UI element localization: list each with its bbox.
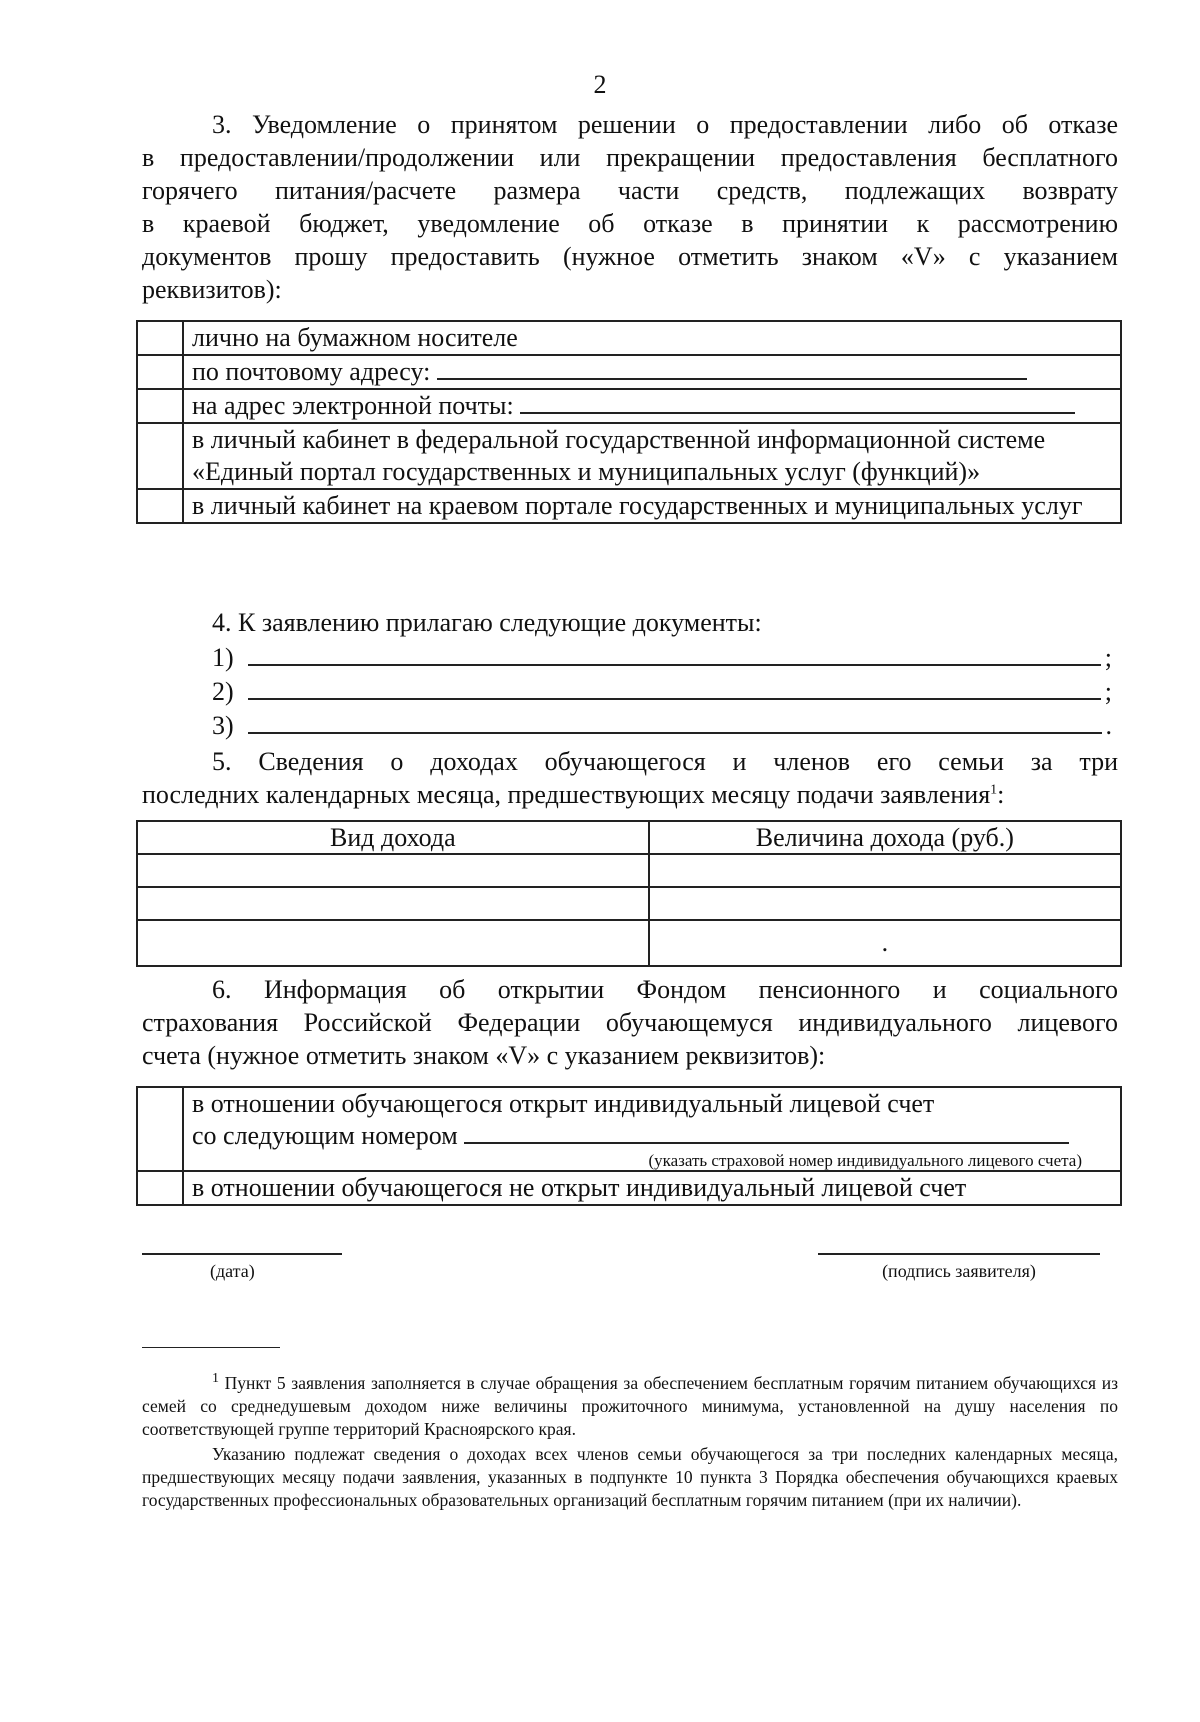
attachment-item-1: [212, 640, 1112, 674]
income-amount-header: Величина дохода (руб.): [649, 821, 1121, 854]
email-address-field[interactable]: [520, 390, 1075, 414]
account-not-opened-label: в отношении обучающегося не открыт индивидуальный лицевой счет: [183, 1171, 1121, 1205]
account-row-opened: [137, 1087, 1121, 1171]
account-opened-label: в отношении обучающегося открыт индивидуальный лицевой счет: [192, 1089, 935, 1118]
section-5-colon: :: [997, 780, 1005, 809]
footnote-1-text: Пункт 5 заявления заполняется в случае обращения за обеспечением бесплатным горячим питанием обучающихся из семей со среднедушевым доходом ниже величины прожиточного минимума, установленной на душу населения по соответствующей группе территорий Красноярского края.: [142, 1373, 1118, 1439]
account-number-row: [192, 1120, 1112, 1152]
checkbox-regional-portal[interactable]: [137, 489, 183, 523]
section-4-heading: 4. К заявлению прилагаю следующие документы:: [212, 608, 762, 637]
income-amount-cell-1[interactable]: [649, 854, 1121, 887]
account-row-not-opened: [137, 1171, 1121, 1205]
income-type-header: Вид дохода: [137, 821, 649, 854]
option-row-post: [137, 355, 1121, 389]
footnote-mark-1: 1: [212, 1371, 219, 1387]
page-number: 2: [593, 70, 607, 99]
notification-options-table: [136, 320, 1122, 524]
option-post-label: по почтовому адресу:: [192, 357, 431, 386]
section-3-line-2: в предоставлении/продолжении или прекращении предоставления бесплатного: [142, 143, 1118, 172]
account-number-hint: (указать страховой номер индивидуального лицевого счета): [648, 1151, 1082, 1170]
section-3-line-5: документов прошу предоставить (нужное отметить знаком «V» с указанием: [142, 242, 1118, 271]
section-3-line-4: в краевой бюджет, уведомление об отказе в принятии к рассмотрению: [142, 209, 1118, 238]
account-number-label: со следующим номером: [192, 1121, 458, 1150]
income-amount-cell-3[interactable]: .: [649, 920, 1121, 966]
attachments-list: [212, 640, 1112, 742]
section-5-line-2: [142, 778, 1118, 811]
checkbox-federal-portal[interactable]: [137, 423, 183, 489]
attachment-number-3: 3): [212, 711, 234, 740]
checkbox-post[interactable]: [137, 355, 183, 389]
attachment-field-1[interactable]: [248, 640, 1101, 666]
section-5-line-1: 5. Сведения о доходах обучающегося и членов его семьи за три: [212, 747, 1118, 776]
income-table-header: [137, 821, 1121, 854]
option-email-label: на адрес электронной почты:: [192, 391, 514, 420]
income-amount-cell-2[interactable]: [649, 887, 1121, 920]
checkbox-paper[interactable]: [137, 321, 183, 355]
income-row-2: [137, 887, 1121, 920]
attachment-number-1: 1): [212, 643, 234, 672]
section-3-line-6: реквизитов):: [142, 275, 282, 304]
income-type-cell-2[interactable]: [137, 887, 649, 920]
postal-address-field[interactable]: [437, 356, 1027, 380]
option-row-email: [137, 389, 1121, 423]
attachment-end-3: .: [1105, 711, 1112, 740]
option-row-paper: [137, 321, 1121, 355]
attachment-field-2[interactable]: [248, 674, 1101, 700]
option-row-regional-portal: [137, 489, 1121, 523]
option-row-federal-portal: [137, 423, 1121, 489]
attachment-end-1: ;: [1104, 643, 1112, 672]
date-block: [142, 1253, 342, 1282]
option-regional-portal-label: в личный кабинет на краевом портале государственных и муниципальных услуг: [183, 489, 1121, 523]
option-federal-portal-label: в личный кабинет в федеральной государственной информационной системе «Единый портал государственных и муниципальных услуг (функций)»: [183, 423, 1121, 489]
account-options-table: [136, 1086, 1122, 1206]
account-opened-cell: [183, 1087, 1121, 1171]
income-row-1: [137, 854, 1121, 887]
section-3-line-1: 3. Уведомление о принятом решении о предоставлении либо об отказе: [212, 110, 1118, 139]
date-label: (дата): [210, 1261, 255, 1281]
footnote-2: Указанию подлежат сведения о доходах всех членов семьи обучающегося за три последних календарных месяца, предшествующих месяцу подачи заявления, указанных в подпункте 10 пункта 3 Порядка обеспечения обучающихся краевых государственных профессиональных образовательных организаций бесплатным горячим питанием (при их наличии).: [142, 1444, 1118, 1510]
footnote-ref-1[interactable]: 1: [990, 782, 998, 798]
section-5-line-2-text: последних календарных месяца, предшествующих месяцу подачи заявления: [142, 780, 991, 809]
signature-block: [818, 1253, 1100, 1282]
income-type-cell-3[interactable]: [137, 920, 649, 966]
section-6-line-2: страхования Российской Федерации обучающемуся индивидуального лицевого: [142, 1008, 1118, 1037]
account-number-field[interactable]: [464, 1120, 1069, 1144]
attachment-item-3: [212, 708, 1112, 742]
date-line[interactable]: [142, 1253, 342, 1255]
attachment-item-2: [212, 674, 1112, 708]
option-post-cell: [183, 355, 1121, 389]
section-6-line-1: 6. Информация об открытии Фондом пенсионного и социального: [212, 975, 1118, 1004]
checkbox-email[interactable]: [137, 389, 183, 423]
income-row-3: [137, 920, 1121, 966]
signature-line[interactable]: [818, 1253, 1100, 1255]
checkbox-account-not-opened[interactable]: [137, 1171, 183, 1205]
attachment-end-2: ;: [1104, 677, 1112, 706]
section-3-line-3: горячего питания/расчете размера части средств, подлежащих возврату: [142, 176, 1118, 205]
section-6-line-3: счета (нужное отметить знаком «V» с указанием реквизитов):: [142, 1041, 826, 1070]
checkbox-account-opened[interactable]: [137, 1087, 183, 1171]
income-type-cell-1[interactable]: [137, 854, 649, 887]
option-email-cell: [183, 389, 1121, 423]
attachment-field-3[interactable]: [248, 708, 1102, 734]
footnote-separator: [142, 1347, 280, 1348]
signature-label: (подпись заявителя): [882, 1261, 1036, 1281]
income-table: [136, 820, 1122, 967]
option-paper-label: лично на бумажном носителе: [183, 321, 1121, 355]
footnote-1: [142, 1372, 1118, 1441]
attachment-number-2: 2): [212, 677, 234, 706]
